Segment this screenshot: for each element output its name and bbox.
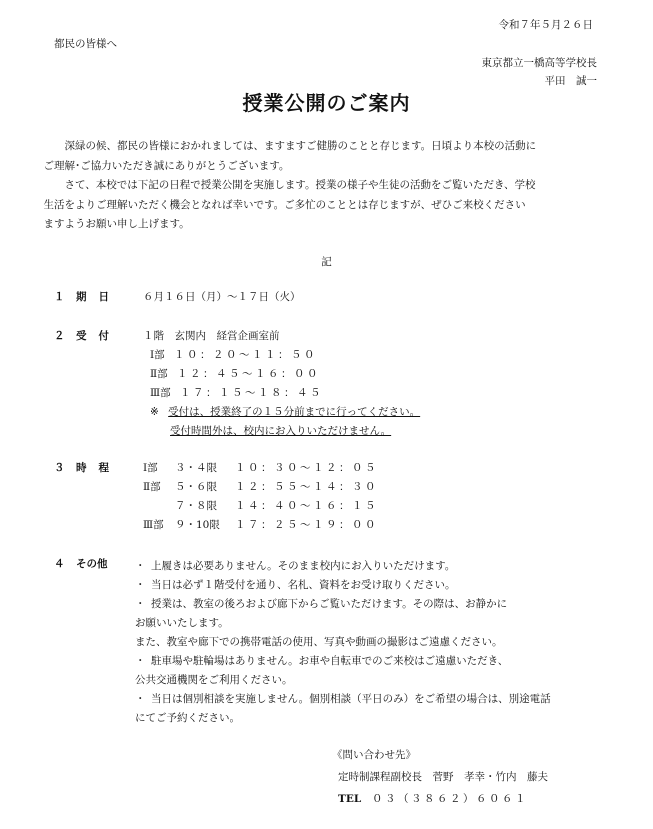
schedule-row	[143, 480, 378, 494]
reception-time: １０：２０～１１：５０	[174, 349, 317, 361]
note-text-1: 受付は、授業終了の１５分前までに行ってください。	[168, 406, 421, 418]
reception-part: Ⅱ部	[150, 368, 168, 380]
section-other-num: ４	[54, 558, 65, 570]
reception-part-row	[150, 386, 323, 400]
reception-part-row	[150, 367, 320, 381]
schedule-period: ３・４限	[175, 462, 217, 474]
para2-line2: 生活をよりご理解いただく機会となれば幸いです。ご多忙のこととは存じますが、ぜひご来校ください	[43, 198, 526, 211]
schedule-part: Ⅰ部	[143, 462, 158, 474]
sender-name: 平田 誠一	[544, 75, 597, 87]
section-schedule-num: ３	[54, 462, 65, 474]
reception-part: Ⅲ部	[150, 387, 171, 399]
schedule-part: Ⅱ部	[143, 481, 161, 493]
bullet-item	[135, 595, 551, 614]
para1-line1: 深緑の候、都民の皆様におかれましては、ますますご健勝のことと存じます。日頃より本校の活動に	[64, 140, 537, 152]
bullet-mark: ・	[135, 655, 146, 667]
bullet-continuation: 公共交通機関をご利用ください。	[135, 674, 293, 686]
note-mark: ※	[150, 406, 159, 418]
ki-marker: 記	[321, 256, 332, 268]
bullet-continuation: にてご予約ください。	[135, 712, 240, 724]
reception-time: １７：１５～１８：４５	[179, 387, 323, 399]
para1-line2: ご理解･ご協力いただき誠にありがとうございます。	[43, 159, 290, 172]
section-reception-num: ２	[54, 330, 65, 342]
sender-school: 東京都立一橋高等学校長	[481, 57, 597, 69]
schedule-time: １７：２５～１９：００	[235, 519, 378, 531]
section-other-title: その他	[76, 558, 108, 570]
section-schedule-label	[54, 461, 131, 475]
bullet-text: 駐車場や駐輪場はありません。お車や自転車でのご来校はご遠慮いただき、	[151, 655, 509, 667]
other-bullet-list	[135, 557, 551, 728]
bullet-mark: ・	[135, 693, 146, 705]
section-date-title: 期日	[76, 291, 121, 303]
intro-paragraph-1	[43, 137, 599, 176]
section-other-label	[54, 557, 131, 571]
bullet-mark: ・	[135, 598, 146, 610]
contact-persons: 定時制課程副校長 菅野 孝幸・竹内 藤夫	[338, 771, 548, 783]
reception-part: Ⅰ部	[150, 349, 165, 361]
section-schedule-title: 時程	[76, 462, 121, 474]
tel-label: TEL	[338, 793, 362, 805]
reception-note-2: 受付時間外は、校内にお入りいただけません。	[170, 425, 392, 437]
reception-part-row	[150, 348, 317, 362]
contact-tel	[338, 790, 528, 810]
bullet-item	[135, 576, 551, 595]
intro-paragraph-2	[43, 176, 599, 235]
reception-location: １階 玄関内 経営企画室前	[143, 330, 280, 342]
section-reception-label	[54, 329, 131, 343]
schedule-time: １０：３０～１２：０５	[235, 462, 378, 474]
section-date-num: １	[54, 291, 65, 303]
schedule-row	[143, 499, 378, 513]
bullet-text: 当日は個別相談を実施しません。個別相談（平日のみ）をご希望の場合は、別途電話	[151, 693, 551, 705]
tel-number: ０３（３８６２）６０６１	[372, 793, 528, 805]
bullet-item	[135, 557, 551, 576]
bullet-item	[135, 690, 551, 709]
schedule-part: Ⅲ部	[143, 519, 164, 531]
addressee: 都民の皆様へ	[54, 38, 117, 50]
intro-body	[43, 137, 599, 235]
schedule-period: ７・８限	[175, 500, 217, 512]
bullet-continuation: また、教室や廊下での携帯電話の使用、写真や動画の撮影はご遠慮ください。	[135, 636, 503, 648]
schedule-period: ５・６限	[175, 481, 217, 493]
section-date-label	[54, 290, 131, 304]
reception-time: １２：４５～１６：００	[176, 368, 320, 380]
bullet-text: 授業は、教室の後ろおよび廊下からご覧いただけます。その際は、お静かに	[151, 598, 508, 610]
bullet-mark: ・	[135, 579, 146, 591]
bullet-continuation: お願いいたします。	[135, 617, 229, 629]
section-reception-title: 受付	[76, 330, 121, 342]
schedule-time: １２：５５～１４：３０	[235, 481, 378, 493]
para2-line3: ますようお願い申し上げます。	[43, 218, 190, 230]
schedule-period: ９・10限	[175, 519, 220, 531]
schedule-row	[143, 518, 378, 532]
schedule-time: １４：４０～１６：１５	[235, 500, 378, 512]
page-title: 授業公開のご案内	[242, 91, 411, 115]
contact-heading: 《問い合わせ先》	[332, 749, 416, 761]
section-date-value: ６月１６日（月）～１７日（火）	[143, 291, 301, 303]
bullet-item	[135, 652, 551, 671]
bullet-text: 上履きは必要ありません。そのまま校内にお入りいただけます。	[151, 560, 456, 572]
para2-line1: さて、本校では下記の日程で授業公開を実施します。授業の様子や生徒の活動をご覧いただき、学校	[64, 179, 536, 191]
reception-note-1	[150, 405, 420, 419]
bullet-text: 当日は必ず１階受付を通り、名札、資料をお受け取りください。	[151, 579, 456, 591]
date: 令和７年５月２６日	[498, 19, 593, 31]
bullet-mark: ・	[135, 560, 146, 572]
schedule-row	[143, 461, 378, 475]
